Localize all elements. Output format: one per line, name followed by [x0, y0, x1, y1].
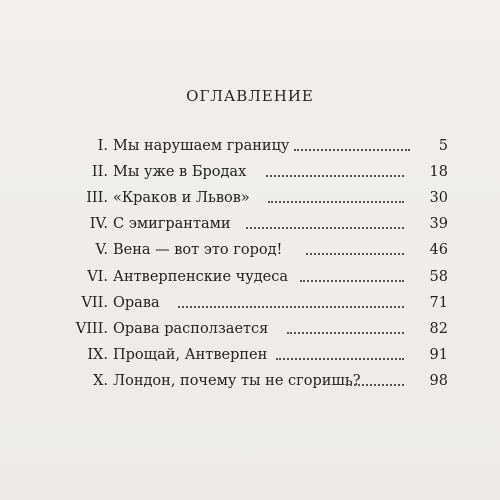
toc-entry: [0, 162, 500, 182]
leader-dots: [268, 201, 404, 203]
chapter-number: III.: [86, 190, 108, 206]
toc-entry: [0, 267, 500, 287]
toc-entry: [0, 371, 500, 391]
chapter-number: II.: [91, 164, 108, 180]
chapter-title: Орава: [113, 295, 160, 311]
chapter-number: VIII.: [75, 321, 108, 337]
chapter-title: Лондон, почему ты не сгоришь?: [113, 373, 361, 389]
chapter-number: IV.: [89, 216, 108, 232]
toc-entry: [0, 240, 500, 260]
toc-entry: [0, 214, 500, 234]
page-number: 82: [429, 321, 448, 337]
leader-dots: [294, 149, 410, 151]
page-number: 91: [429, 347, 448, 363]
page-number: 18: [429, 164, 448, 180]
chapter-title: Орава расползается: [113, 321, 269, 337]
chapter-title: Прощай, Антверпен: [113, 347, 268, 363]
chapter-title: Мы нарушаем границу: [113, 138, 290, 154]
toc-entry: [0, 136, 500, 156]
page-title: ОГЛАВЛЕНИЕ: [186, 87, 314, 105]
leader-dots: [287, 332, 404, 334]
chapter-number: VI.: [87, 269, 108, 285]
page-number: 98: [429, 373, 448, 389]
leader-dots: [346, 384, 404, 386]
chapter-title: Мы уже в Бродах: [113, 164, 247, 180]
leader-dots: [246, 227, 404, 229]
toc-entry: [0, 345, 500, 365]
leader-dots: [266, 175, 404, 177]
page-number: 71: [429, 295, 448, 311]
page-number: 5: [438, 138, 448, 154]
leader-dots: [276, 358, 404, 360]
toc-entry: [0, 293, 500, 313]
chapter-title: Вена — вот это город!: [113, 242, 283, 258]
page-number: 58: [429, 269, 448, 285]
chapter-title: Антверпенские чудеса: [113, 269, 289, 285]
chapter-number: V.: [95, 242, 108, 258]
chapter-number: VII.: [81, 295, 108, 311]
page-number: 39: [429, 216, 448, 232]
chapter-number: I.: [97, 138, 108, 154]
leader-dots: [306, 253, 404, 255]
leader-dots: [300, 280, 404, 282]
chapter-number: IX.: [87, 347, 108, 363]
chapter-title: С эмигрантами: [113, 216, 231, 232]
chapter-number: X.: [93, 373, 108, 389]
page-number: 30: [429, 190, 448, 206]
page-number: 46: [429, 242, 448, 258]
leader-dots: [178, 306, 404, 308]
chapter-title: «Краков и Львов»: [113, 190, 250, 206]
toc-entry: [0, 188, 500, 208]
toc-entry: [0, 319, 500, 339]
